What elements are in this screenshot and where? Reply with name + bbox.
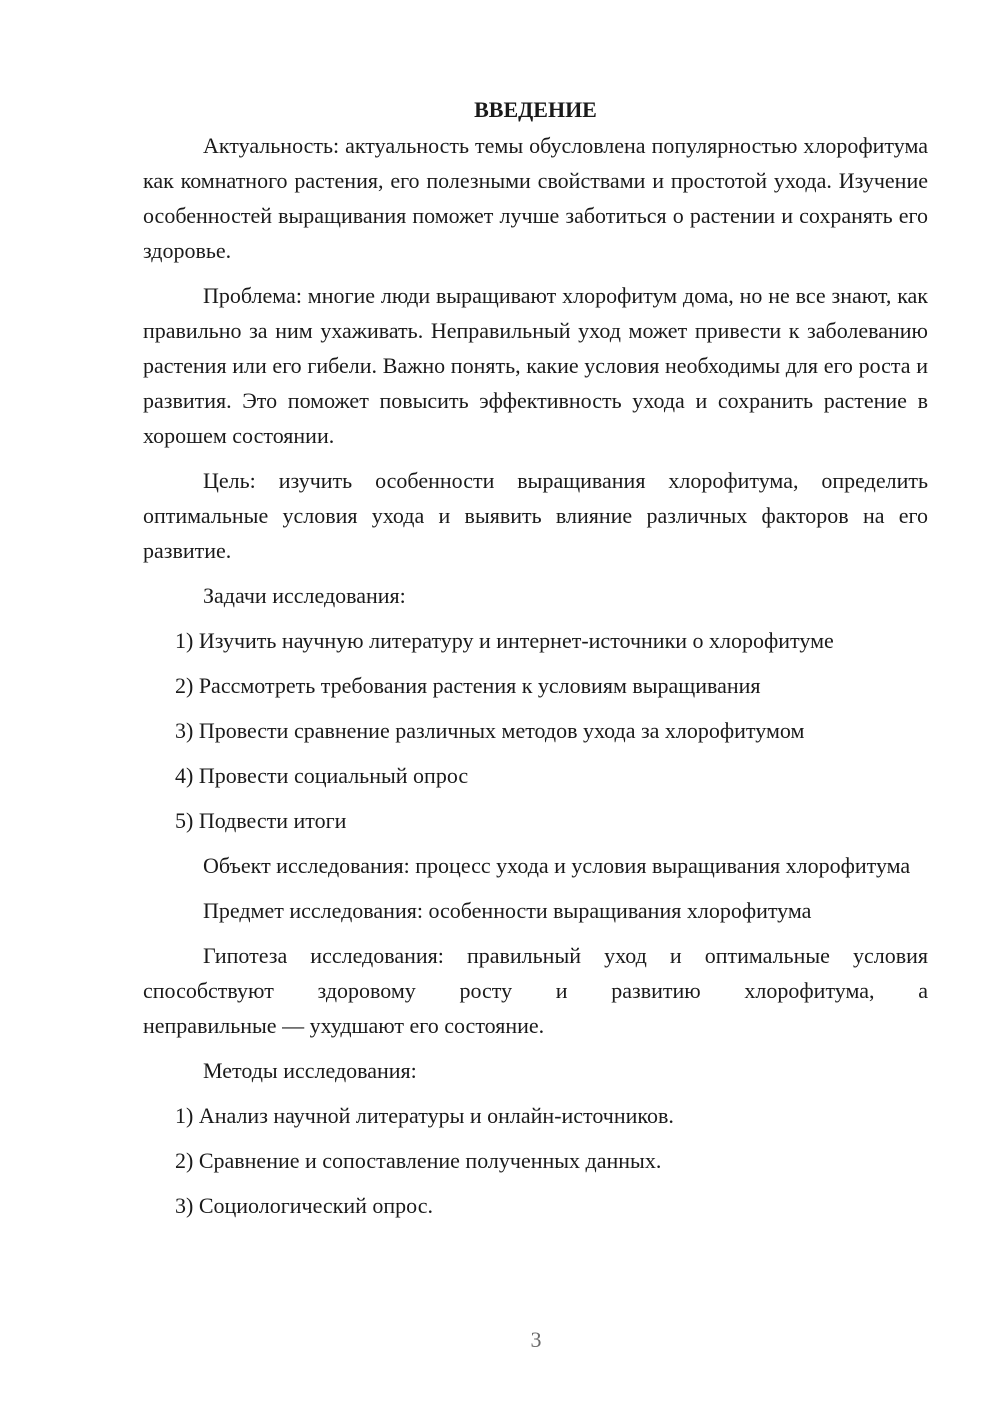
list-item: 2) Сравнение и сопоставление полученных данных. bbox=[175, 1148, 662, 1173]
tasks-list bbox=[143, 623, 928, 838]
page-title: ВВЕДЕНИЕ bbox=[474, 97, 597, 122]
list-item: 2) Рассмотреть требования растения к условиям выращивания bbox=[175, 673, 761, 698]
methods-list bbox=[143, 1098, 928, 1223]
list-item: 1) Изучить научную литературу и интернет-источники о хлорофитуме bbox=[175, 628, 834, 653]
document-page bbox=[143, 92, 928, 1233]
problem-paragraph: Проблема: многие люди выращивают хлорофитум дома, но не все знают, как правильно за ним ухаживать. Неправильный уход может привести к заболеванию растения или его гибели. Важно понять, какие условия необходимы для его роста и развития. Это поможет повысить эффективность ухода и сохранить растение в хорошем состоянии. bbox=[143, 283, 928, 448]
tasks-heading: Задачи исследования: bbox=[203, 583, 406, 608]
relevance-paragraph: Актуальность: актуальность темы обусловлена популярностью хлорофитума как комнатного растения, его полезными свойствами и простотой ухода. Изучение особенностей выращивания поможет лучше заботиться о растении и сохранять его здоровье. bbox=[143, 133, 928, 263]
subject-paragraph: Предмет исследования: особенности выращивания хлорофитума bbox=[203, 898, 812, 923]
hypothesis-paragraph-end: неправильные — ухудшают его состояние. bbox=[143, 1013, 545, 1038]
list-item: 3) Социологический опрос. bbox=[175, 1193, 433, 1218]
page-number: 3 bbox=[530, 1327, 542, 1352]
object-paragraph: Объект исследования: процесс ухода и условия выращивания хлорофитума bbox=[203, 853, 911, 878]
list-item: 5) Подвести итоги bbox=[175, 808, 347, 833]
list-item: 3) Провести сравнение различных методов ухода за хлорофитумом bbox=[175, 718, 805, 743]
list-item: 1) Анализ научной литературы и онлайн-источников. bbox=[175, 1103, 674, 1128]
hypothesis-paragraph: Гипотеза исследования: правильный уход и оптимальные условия способствуют здоровому росту и развитию хлорофитума, а bbox=[143, 943, 928, 1003]
methods-heading: Методы исследования: bbox=[203, 1058, 417, 1083]
goal-paragraph: Цель: изучить особенности выращивания хлорофитума, определить оптимальные условия ухода и выявить влияние различных факторов на его развитие. bbox=[143, 468, 928, 563]
list-item: 4) Провести социальный опрос bbox=[175, 763, 469, 788]
